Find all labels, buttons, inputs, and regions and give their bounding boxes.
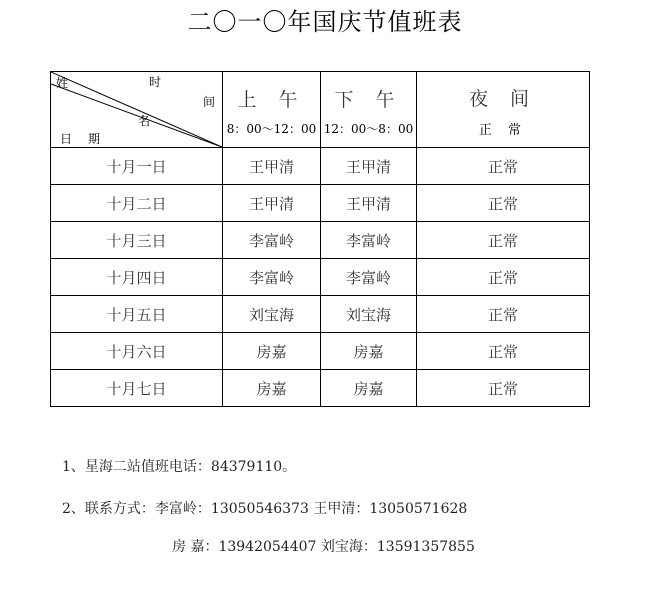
- page-title: 二〇一〇年国庆节值班表: [187, 8, 463, 36]
- afternoon-cell: 房嘉: [321, 370, 417, 407]
- morning-time: 8：00～12：00: [226, 121, 317, 136]
- table-row: [51, 296, 590, 333]
- table-row: [51, 333, 590, 370]
- night-cell: 正常: [417, 185, 590, 222]
- table-row: [51, 185, 590, 222]
- afternoon-cell: 房嘉: [321, 333, 417, 370]
- corner-time-label-1: 时: [149, 75, 162, 89]
- night-cell: 正常: [417, 222, 590, 259]
- table-row: [51, 259, 590, 296]
- afternoon-label: 下 午: [334, 88, 403, 111]
- afternoon-cell: 李富岭: [321, 259, 417, 296]
- date-cell: 十月一日: [51, 148, 223, 185]
- date-cell: 十月五日: [51, 296, 223, 333]
- diagonal-lines: [51, 72, 222, 147]
- date-cell: 十月六日: [51, 333, 223, 370]
- morning-cell: 房嘉: [223, 333, 321, 370]
- morning-cell: 王甲清: [223, 185, 321, 222]
- note-phone: 1、星海二站值班电话：84379110。: [62, 459, 297, 475]
- afternoon-cell: 刘宝海: [321, 296, 417, 333]
- morning-label: 上 午: [237, 88, 306, 111]
- date-cell: 十月二日: [51, 185, 223, 222]
- night-label: 夜 间: [468, 87, 538, 110]
- night-cell: 正常: [417, 148, 590, 185]
- night-cell: 正常: [417, 296, 590, 333]
- afternoon-cell: 王甲清: [321, 185, 417, 222]
- night-cell: 正常: [417, 259, 590, 296]
- table-header-row: [51, 72, 590, 148]
- corner-name-label-1: 姓: [56, 76, 69, 90]
- note-contacts: 2、联系方式：李富岭：13050546373 王甲清：13050571628: [62, 501, 468, 517]
- night-status: 正 常: [478, 122, 528, 138]
- morning-cell: 刘宝海: [223, 296, 321, 333]
- afternoon-time: 12：00～8：00: [323, 121, 414, 136]
- corner-header-cell: [51, 72, 223, 148]
- night-header: [417, 72, 590, 148]
- afternoon-header: [321, 72, 417, 148]
- morning-cell: 李富岭: [223, 222, 321, 259]
- table-row: [51, 148, 590, 185]
- corner-date-label-2: 期: [88, 132, 101, 146]
- corner-time-label-2: 间: [203, 95, 216, 109]
- table-row: [51, 222, 590, 259]
- morning-cell: 房嘉: [223, 370, 321, 407]
- date-cell: 十月七日: [51, 370, 223, 407]
- afternoon-cell: 李富岭: [321, 222, 417, 259]
- note-contacts-cont: 房 嘉：13942054407 刘宝海：13591357855: [172, 539, 475, 555]
- table-row: [51, 370, 590, 407]
- morning-cell: 王甲清: [223, 148, 321, 185]
- corner-name-label-2: 名: [138, 114, 151, 128]
- morning-header: [223, 72, 321, 148]
- night-cell: 正常: [417, 370, 590, 407]
- date-cell: 十月三日: [51, 222, 223, 259]
- date-cell: 十月四日: [51, 259, 223, 296]
- morning-cell: 李富岭: [223, 259, 321, 296]
- duty-table: [50, 71, 590, 407]
- night-cell: 正常: [417, 333, 590, 370]
- afternoon-cell: 王甲清: [321, 148, 417, 185]
- corner-date-label-1: 日: [60, 132, 73, 146]
